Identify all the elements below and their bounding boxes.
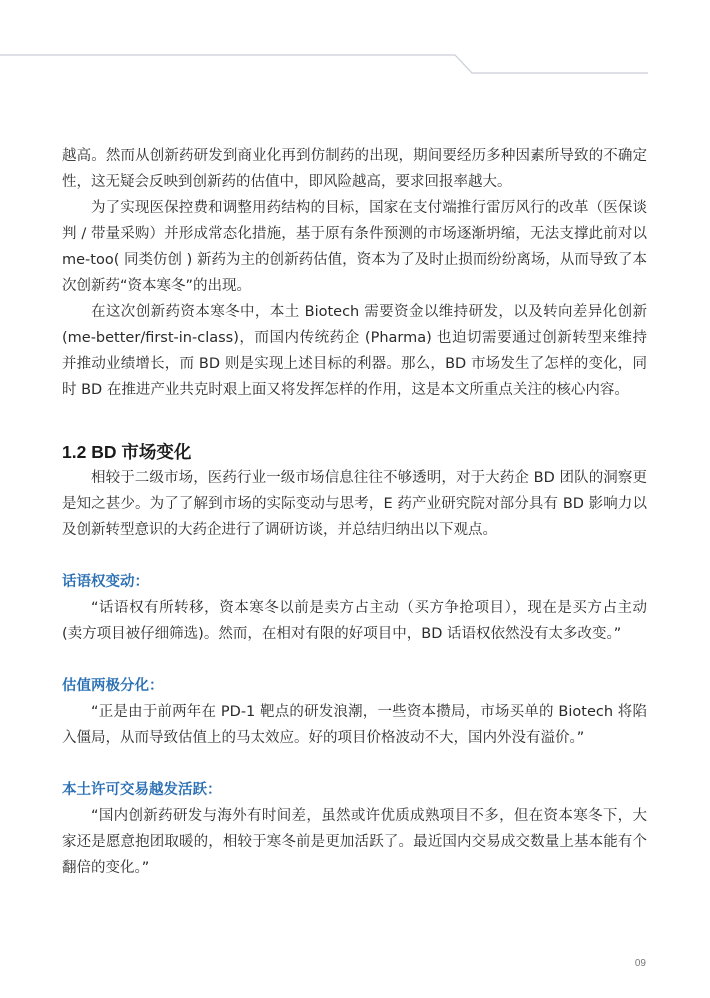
paragraph: 越高。然而从创新药研发到商业化再到仿制药的出现，期间要经历多种因素所导致的不确定性，这无疑会反映到创新药的估值中，即风险越高，要求回报率越大。	[62, 148, 647, 190]
viewpoint-quote: “正是由于前两年在 PD-1 靶点的研发浪潮，一些资本攒局，市场买单的 Biotech 将陷入僵局，从而导致估值上的马太效应。好的项目价格波动不大，国内外没有溢价。”	[62, 704, 647, 746]
paragraph: 在这次创新药资本寒冬中，本土 Biotech 需要资金以维持研发，以及转向差异化创新 (me-better/first-in-class)，而国内传统药企 (Pharma) 也迫切需要通过创新转型来维持并推动业绩增长，而 BD 则是实现上述目标的利器。那么，BD 市场发生了怎样的变化，同时 BD 在推进产业共克时艰上面又将发挥怎样的作用，这是本文所重点关注的核心内容。	[62, 304, 647, 398]
header-rule	[0, 0, 710, 80]
section-title: 1.2 BD 市场变化	[62, 442, 192, 462]
document-body	[62, 143, 647, 881]
viewpoint-heading: 话语权变动：	[62, 574, 149, 590]
viewpoint-heading: 估值两极分化：	[62, 678, 164, 694]
section-intro: 相较于二级市场，医药行业一级市场信息往往不够透明，对于大药企 BD 团队的洞察更是知之甚少。为了了解到市场的实际变动与思考，E 药产业研究院对部分具有 BD 影响力以及创新转型意识的大药企进行了调研访谈，并总结归纳出以下观点。	[62, 470, 647, 538]
viewpoint-quote: “国内创新药研发与海外有时间差，虽然或许优质成熟项目不多，但在资本寒冬下，大家还是愿意抱团取暖的，相较于寒冬前是更加活跃了。最近国内交易成交数量上基本能有个翻倍的变化。”	[62, 808, 647, 876]
page-number: 09	[634, 958, 646, 969]
viewpoint-heading: 本土许可交易越发活跃：	[62, 782, 222, 798]
paragraph: 为了实现医保控费和调整用药结构的目标，国家在支付端推行雷厉风行的改革（医保谈判 / 带量采购）并形成常态化措施，基于原有条件预测的市场逐渐坍缩，无法支撑此前对以 me-too( 同类仿创 ) 新药为主的创新药估值，资本为了及时止损而纷纷离场，从而导致了本次创新药“资本寒冬”的出现。	[62, 200, 647, 294]
viewpoint-quote: “话语权有所转移，资本寒冬以前是卖方占主动（买方争抢项目），现在是买方占主动(卖方项目被仔细筛选)。然而，在相对有限的好项目中，BD 话语权依然没有太多改变。”	[62, 600, 647, 642]
